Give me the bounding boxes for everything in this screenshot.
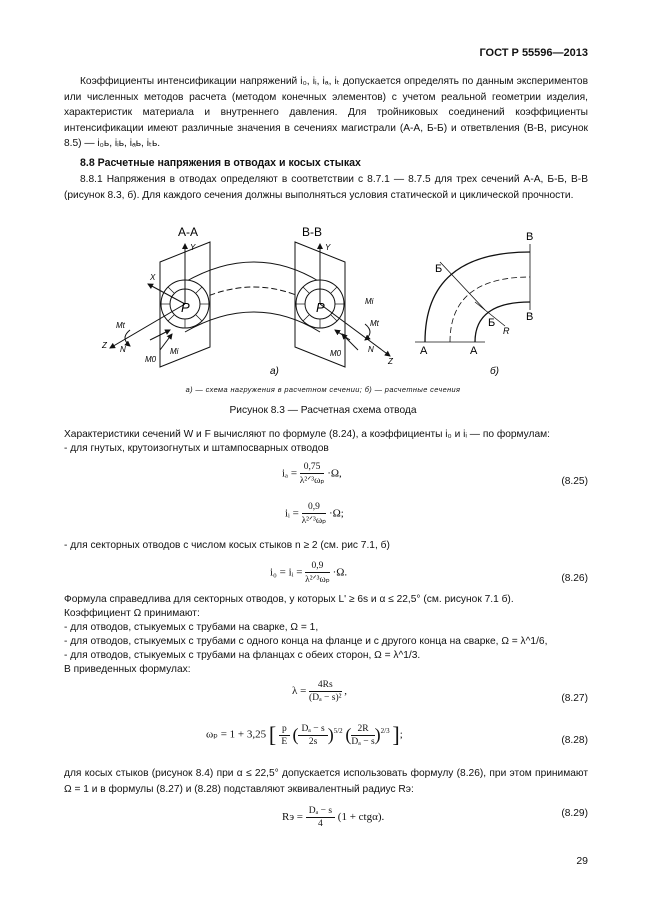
- subfig-a-label: а): [270, 366, 279, 377]
- text-omega-2: - для отводов, стыкуемых с трубами с одного конца на фланце и с другого конца на сварке, Ω = λ^1/6,: [64, 636, 548, 647]
- axis-y-label-2: Y: [325, 243, 331, 252]
- equation-8-27: λ = $\frac{4Rs}{\text{(Dₐ − s)²}}$ ,: [292, 680, 347, 703]
- equation-8-29: Rэ = $\frac{\text{Dₐ − s}}{4}$ (1 + ctgα).: [282, 806, 385, 829]
- section-heading: 8.8 Расчетные напряжения в отводах и косых стыках: [80, 157, 361, 169]
- moment-mi-label: Mi: [170, 347, 179, 356]
- axis-y-label: Y: [190, 243, 196, 252]
- label-section-aa: А-А: [178, 225, 199, 239]
- paragraph-intensification: Коэффициенты интенсификации напряжений i₀, iᵢ, iₐ, iₜ допускается определять по данным экспериментов или численных методов расчета (методом конечных элементов) с учетом реальной геометрии изделия, характеристик материала и внутреннего давления. Для тройниковых соединений коэффициенты интенсификации имеют различные значения в сечениях магистрали (А-А, Б-Б) и ответвления (В-В, рисунок 8.5) — i₀ь, iᵢь, iₐь, iₜь.: [64, 76, 588, 149]
- text-validity: Формула справедлива для секторных отводов, у которых L' ≥ 6s и α ≤ 22,5° (см. рисунок 7.1 б).: [64, 594, 514, 605]
- paragraph-stresses: 8.8.1 Напряжения в отводах определяют в соответствии с 8.7.1 — 8.7.5 для трех сечений А-А, Б-Б, В-В (рисунок 8.3, б). Для каждого сечения должны выполняться условия статической и циклической прочности.: [64, 174, 588, 201]
- figure-caption: Рисунок 8.3 — Расчетная схема отвода: [229, 405, 417, 416]
- pressure-label-2: P: [316, 300, 325, 315]
- bend-sections-diagram: [415, 244, 530, 342]
- equation-number-8-25: (8.25): [561, 476, 588, 487]
- equation-8-26: i₀ = iᵢ = $\frac{0,9}{\text{λ²ᐟ³ωₚ}}$ ·Ω.: [270, 561, 348, 585]
- equation-number-8-28: (8.28): [561, 735, 588, 746]
- figure-subcaption: а) — схема нагружения в расчетном сечении; б) — расчетные сечения: [185, 385, 461, 394]
- axis-x-label: X: [150, 273, 156, 282]
- v-section-label-2: В: [526, 311, 534, 323]
- axis-z-label-2: Z: [388, 357, 393, 366]
- a-section-label: А: [420, 345, 428, 357]
- equation-8-28: ωₚ = 1 + 3,25 [ $\frac{p}{E}$ ( $\frac{\text{Dₐ − s}}{2s}$ )$^{5/2}$ ( $\frac{2R}{\text{Dₐ − s}}$ )$^{2/3}$ ];: [206, 722, 403, 747]
- standard-header: ГОСТ Р 55596—2013: [479, 47, 588, 59]
- moment-m0-label-2: M0: [330, 349, 342, 358]
- moment-mt-label-2: Mt: [370, 319, 379, 328]
- axis-z-label: Z: [102, 341, 107, 350]
- moment-mi-label-2: Mi: [365, 297, 374, 306]
- equation-number-8-27: (8.27): [561, 693, 588, 704]
- page-number: 29: [576, 855, 588, 867]
- figure-8-3: [90, 222, 560, 384]
- equation-8-25: iₐ = $\frac{0,75}{\text{λ²ᐟ³ωₚ}}$ ·Ω,: [282, 462, 342, 486]
- label-section-vv: В-В: [302, 225, 323, 239]
- v-section-label: В: [526, 231, 534, 243]
- text-bent-bends: - для гнутых, крутоизогнутых и штампосварных отводов: [64, 443, 329, 454]
- pipe-bend-diagram: [110, 242, 390, 367]
- text-sector-bends: - для секторных отводов с числом косых стыков n ≥ 2 (см. рис 7.1, б): [64, 540, 390, 551]
- text-oblique-joints: для косых стыков (рисунок 8.4) при α ≤ 22,5° допускается использовать формулу (8.26), при этом принимают Ω = 1 и в формулы (8.27) и (8.28) подставляют эквивалентный радиус Rэ:: [64, 768, 588, 795]
- moment-m0-label: M0: [145, 355, 157, 364]
- text-characteristics: Характеристики сечений W и F вычисляют по формуле (8.24), а коэффициенты i₀ и iᵢ — по формулам:: [64, 429, 550, 440]
- equation-number-8-29: (8.29): [561, 808, 588, 819]
- text-given: В приведенных формулах:: [64, 664, 191, 675]
- force-n-label-2: N: [368, 345, 374, 354]
- a-section-label-2: А: [470, 345, 478, 357]
- radius-r-label: R: [503, 326, 510, 336]
- b-section-label-2: Б: [488, 317, 496, 329]
- text-omega-3: - для отводов, стыкуемых с трубами на фланцах с обеих сторон, Ω = λ^1/3.: [64, 650, 421, 661]
- equation-ii: iᵢ = $\frac{0,9}{\text{λ²ᐟ³ωₚ}}$ ·Ω;: [285, 502, 344, 526]
- pressure-label: P: [181, 300, 190, 315]
- text-omega-intro: Коэффициент Ω принимают:: [64, 608, 200, 619]
- equation-number-8-26: (8.26): [561, 573, 588, 584]
- text-omega-1: - для отводов, стыкуемых с трубами на сварке, Ω = 1,: [64, 622, 319, 633]
- b-section-label: Б: [435, 263, 443, 275]
- moment-mt-label: Mt: [116, 321, 125, 330]
- subfig-b-label: б): [490, 366, 499, 377]
- force-n-label: N: [120, 345, 126, 354]
